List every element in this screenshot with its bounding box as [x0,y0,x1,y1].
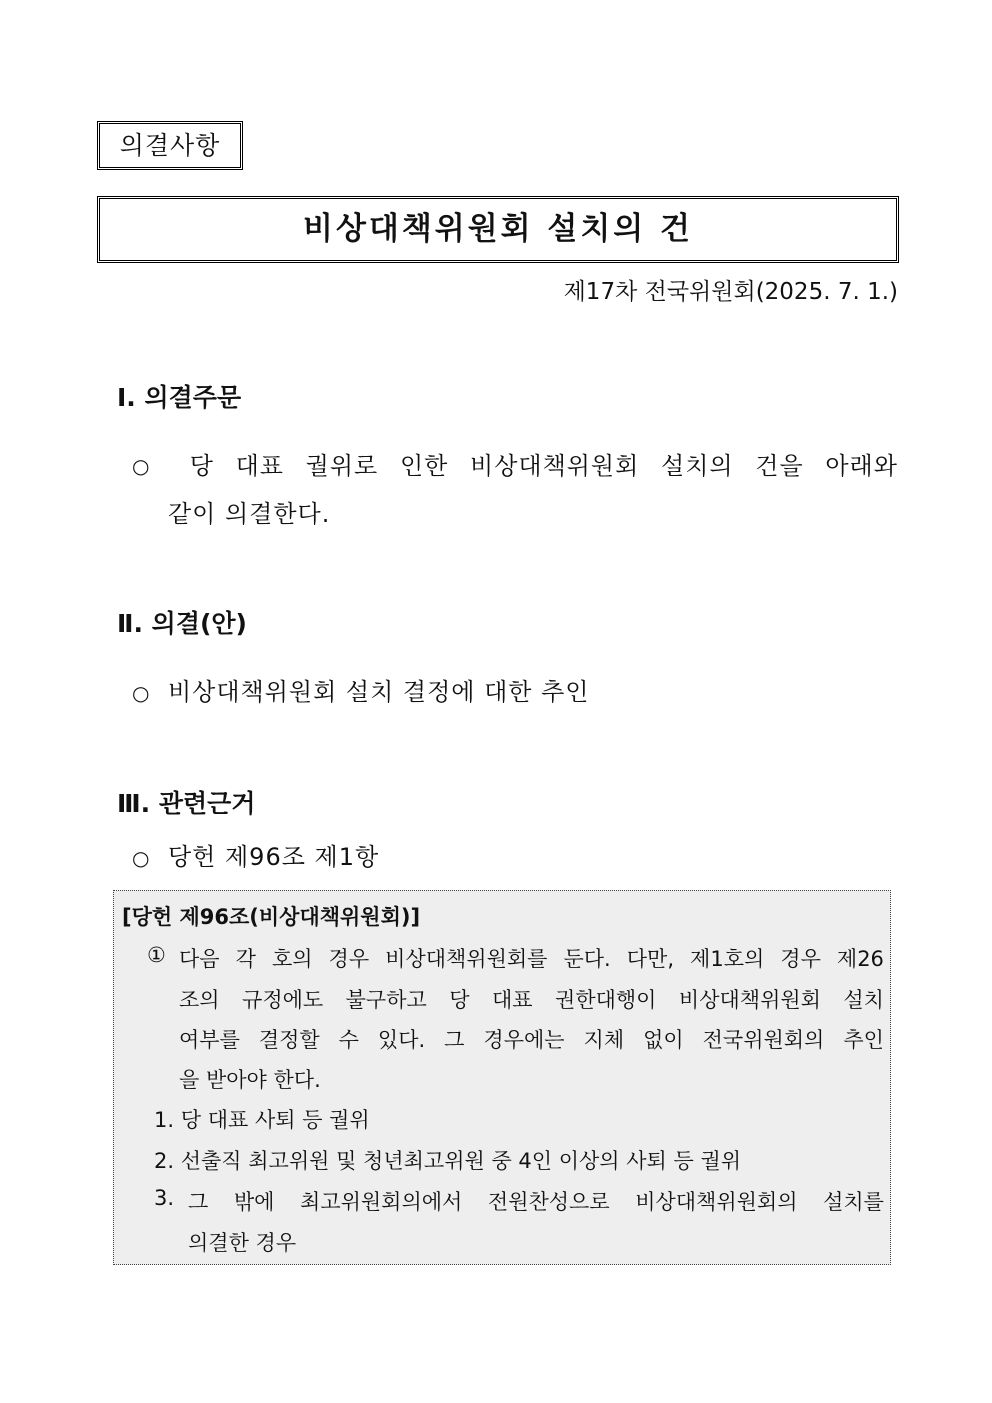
section-heading-2: Ⅱ. 의결(안) [117,609,247,638]
charter-article-box [113,890,891,1265]
word: 그 [188,1190,209,1214]
section-2-bullet [132,672,589,707]
word: 규정에도 [242,988,324,1012]
word: 결정할 [258,1028,320,1052]
document-title: 비상대책위원회 설치의 건 [97,196,899,263]
word: 없이 [643,1028,684,1052]
word: 다음 [179,947,220,971]
section-3-text: 당헌 제96조 제1항 [168,843,380,871]
section-1-line-2: 같이 의결한다. [168,500,331,528]
word: 설치를 [823,1190,884,1214]
word: 비상대책위원회를 [385,947,548,971]
bullet-circle-icon: ○ [132,681,151,705]
word: 조의 [179,988,220,1012]
section-2-text: 비상대책위원회 설치 결정에 대한 추인 [168,678,590,706]
word: 밖에 [233,1190,275,1214]
article-item-3 [154,1186,884,1216]
item-number: 1. [154,1108,175,1132]
word: 건을 [755,452,804,480]
item-text: 당 대표 사퇴 등 궐위 [180,1108,370,1132]
word: 전원찬성으로 [487,1190,610,1214]
article-para-line-1 [147,943,884,973]
word: 경우에는 [483,1028,565,1052]
word: 최고위원회의에서 [300,1190,463,1214]
decision-label-box: 의결사항 [97,121,243,170]
section-1-bullet [132,442,898,538]
article-item-2 [154,1145,741,1175]
word: 경우 [328,947,370,971]
word: 당 [449,988,470,1012]
word: 권한대행이 [555,988,657,1012]
word: 제26 [836,947,884,971]
word: 각 [235,947,256,971]
word: 수 [338,1028,359,1052]
article-item-3-continued: 의결한 경우 [188,1231,297,1255]
bullet-circle-icon: ○ [132,454,151,478]
word: 불구하고 [345,988,427,1012]
article-para-line-3 [179,1024,884,1054]
word: 비상대책위원회 [678,988,821,1012]
item-text: 선출직 최고위원 및 청년최고위원 중 4인 이상의 사퇴 등 궐위 [180,1149,742,1173]
word: 설치의 [661,452,734,480]
word: 아래와 [825,452,898,480]
item-number: 3. [154,1186,175,1210]
word: 대표 [235,452,284,480]
word: 비상대책위원회 [470,452,640,480]
word: 있다. [377,1028,426,1052]
word: 둔다. [563,947,611,971]
word: 전국위원회의 [702,1028,825,1052]
word: 인한 [399,452,449,480]
article-item-1 [154,1104,370,1134]
meeting-info: 제17차 전국위원회(2025. 7. 1.) [563,279,898,305]
line-words [188,1186,884,1216]
word: 다만, [626,947,675,971]
article-title: [당헌 제96조(비상대책위원회)] [122,905,421,929]
word: 그 [444,1028,465,1052]
word: 설치 [843,988,884,1012]
word: 제1호의 [690,947,765,971]
item-number: 2. [154,1149,175,1173]
word: 경우 [780,947,821,971]
section-1-line-1 [132,442,898,490]
word: 궐위로 [305,452,379,480]
word: 추인 [843,1028,884,1052]
word: 대표 [492,988,533,1012]
article-para-line-4: 을 받아야 한다. [179,1068,321,1092]
section-heading-3: Ⅲ. 관련근거 [117,789,256,818]
line-words [179,943,884,973]
word: 여부를 [179,1028,240,1052]
word: 지체 [583,1028,625,1052]
section-heading-1: Ⅰ. 의결주문 [117,383,242,412]
section-3-bullet [132,837,379,872]
word: 호의 [271,947,313,971]
word: 당 [189,452,214,480]
bullet-circle-icon: ○ [132,846,151,870]
article-para-line-2 [179,984,884,1014]
circled-one-icon: ① [147,943,166,967]
word: 비상대책위원회의 [635,1190,798,1214]
